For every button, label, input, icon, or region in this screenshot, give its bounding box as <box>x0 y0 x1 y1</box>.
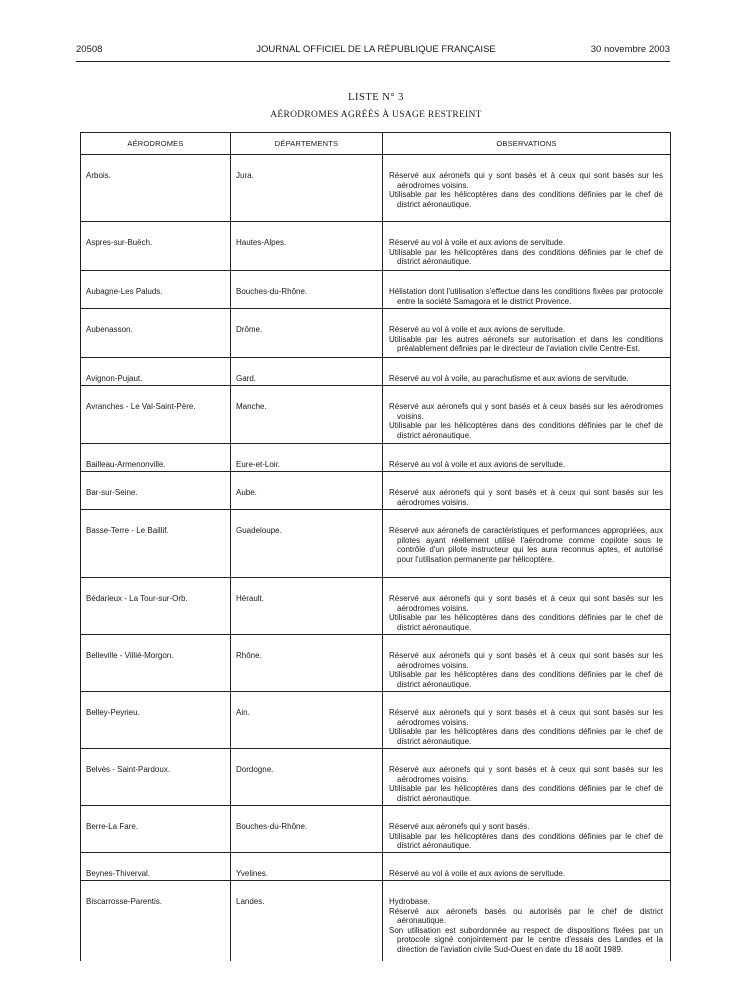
table-row <box>81 510 671 578</box>
cell-aerodrome: Arbois. <box>81 155 231 222</box>
observation-text: Hélistation dont l'utilisation s'effectue dans les conditions fixées par protocole entre la société Samagora et le district Provence. <box>389 287 663 306</box>
cell-observations <box>383 881 671 961</box>
table-row <box>81 881 671 961</box>
column-header-observations: OBSERVATIONS <box>383 133 671 155</box>
cell-departement: Yvelines. <box>231 853 383 881</box>
table-row <box>81 578 671 635</box>
observation-text: Utilisable par les hélicoptères dans des conditions définies par le chef de district aéronautique. <box>389 190 663 209</box>
cell-observations <box>383 222 671 271</box>
cell-aerodrome: Belleville - Villié-Morgon. <box>81 635 231 692</box>
cell-observations <box>383 444 671 472</box>
cell-observations <box>383 853 671 881</box>
observation-text: Hydrobase. <box>389 897 430 906</box>
cell-departement: Hautes-Alpes. <box>231 222 383 271</box>
observation-text: Réservé au vol à voile et aux avions de servitude. <box>389 460 566 469</box>
cell-aerodrome: Belley-Peyrieu. <box>81 692 231 749</box>
cell-observations <box>383 309 671 358</box>
table-row <box>81 692 671 749</box>
table-row <box>81 222 671 271</box>
cell-observations <box>383 155 671 222</box>
table-row <box>81 155 671 222</box>
cell-aerodrome: Biscarrosse-Parentis. <box>81 881 231 961</box>
cell-departement: Bouches-du-Rhône. <box>231 271 383 309</box>
cell-aerodrome: Aubagne-Les Paluds. <box>81 271 231 309</box>
cell-aerodrome: Aspres-sur-Buëch. <box>81 222 231 271</box>
cell-aerodrome: Beynes-Thiverval. <box>81 853 231 881</box>
observation-text: Utilisable par les hélicoptères dans des conditions définies par le chef de district aéronautique. <box>389 247 663 267</box>
cell-departement: Eure-et-Loir. <box>231 444 383 472</box>
observation-text: Réservé aux aéronefs qui y sont basés et à ceux qui sont basés sur les aérodromes voisins. <box>389 171 663 190</box>
list-title: LISTE N° 3 <box>348 92 404 103</box>
observation-text: Réservé aux aéronefs basés ou autorisés par le chef de district aéronautique. <box>389 906 663 926</box>
column-header-departements: DÉPARTEMENTS <box>231 133 383 155</box>
journal-title: JOURNAL OFFICIEL DE LA RÉPUBLIQUE FRANÇAISE <box>256 44 496 55</box>
observation-text: Réservé aux aéronefs de caractéristiques et performances appropriées, aux pilotes ayant réellement utilisé l'aérodrome comme copilote sous le contrôle d'un pilote instructeur qui les aura reconnus aptes, et autorisé pour l'utilisation permanente par hélicoptère. <box>389 526 663 564</box>
cell-observations <box>383 578 671 635</box>
cell-observations <box>383 635 671 692</box>
cell-observations <box>383 510 671 578</box>
column-header-aerodromes: AÉRODROMES <box>81 133 231 155</box>
observation-text: Réservé aux aéronefs qui y sont basés. <box>389 822 530 831</box>
table-row <box>81 444 671 472</box>
cell-departement: Guadeloupe. <box>231 510 383 578</box>
cell-aerodrome: Bédarieux - La Tour-sur-Orb. <box>81 578 231 635</box>
observation-text: Réservé au vol à voile et aux avions de servitude. <box>389 325 566 334</box>
cell-departement: Bouches-du-Rhône. <box>231 806 383 853</box>
table-row <box>81 806 671 853</box>
header-rule <box>76 61 670 62</box>
observation-text: Utilisable par les hélicoptères dans des conditions définies par le chef de district aéronautique. <box>389 727 663 746</box>
observation-text: Réservé au vol à voile et aux avions de servitude. <box>389 238 566 247</box>
table-row <box>81 309 671 358</box>
cell-observations <box>383 472 671 510</box>
table-header-row <box>81 133 671 155</box>
observation-text: Utilisable par les hélicoptères dans des conditions définies par le chef de district aéronautique. <box>389 831 663 851</box>
observation-text: Réservé aux aéronefs qui y sont basés et à ceux basés sur les aérodromes voisins. <box>389 402 663 421</box>
cell-aerodrome: Aubenasson. <box>81 309 231 358</box>
observation-text: Utilisable par les hélicoptères dans des conditions définies par le chef de district aéronautique. <box>389 670 663 689</box>
observation-text: Réservé aux aéronefs qui y sont basés et à ceux qui sont basés sur les aérodromes voisins. <box>389 594 663 613</box>
aerodromes-table <box>80 132 671 961</box>
cell-departement: Jura. <box>231 155 383 222</box>
cell-aerodrome: Bar-sur-Seine. <box>81 472 231 510</box>
cell-departement: Drôme. <box>231 309 383 358</box>
table-row <box>81 358 671 386</box>
cell-departement: Manche. <box>231 386 383 444</box>
cell-aerodrome: Basse-Terre - Le Baillif. <box>81 510 231 578</box>
observation-text: Réservé au vol à voile, au parachutisme et aux avions de servitude. <box>389 374 629 383</box>
observation-text: Utilisable par les hélicoptères dans des conditions définies par le chef de district aéronautique. <box>389 613 663 632</box>
table-row <box>81 749 671 806</box>
cell-aerodrome: Bailleau-Armenonville. <box>81 444 231 472</box>
table-row <box>81 853 671 881</box>
cell-departement: Gard. <box>231 358 383 386</box>
cell-departement: Landes. <box>231 881 383 961</box>
cell-departement: Rhône. <box>231 635 383 692</box>
cell-departement: Dordogne. <box>231 749 383 806</box>
cell-aerodrome: Belvès - Saint-Pardoux. <box>81 749 231 806</box>
cell-observations <box>383 749 671 806</box>
observation-text: Réservé aux aéronefs qui y sont basés et à ceux qui sont basés sur les aérodromes voisins. <box>389 488 663 507</box>
table-row <box>81 271 671 309</box>
cell-observations <box>383 386 671 444</box>
table-row <box>81 386 671 444</box>
cell-aerodrome: Avignon-Pujaut. <box>81 358 231 386</box>
publication-date: 30 novembre 2003 <box>590 44 670 55</box>
list-subtitle: AÉRODROMES AGRÉÉS À USAGE RESTREINT <box>270 110 482 120</box>
observation-text: Utilisable par les hélicoptères dans des conditions définies par le chef de district aéronautique. <box>389 421 663 440</box>
observation-text: Réservé aux aéronefs qui y sont basés et à ceux qui sont basés sur les aérodromes voisins. <box>389 708 663 727</box>
table-row <box>81 472 671 510</box>
observation-text: Réservé aux aéronefs qui y sont basés et à ceux qui sont basés sur les aérodromes voisins. <box>389 651 663 670</box>
table-row <box>81 635 671 692</box>
cell-aerodrome: Avranches - Le Val-Saint-Père. <box>81 386 231 444</box>
table-body <box>81 155 671 961</box>
cell-departement: Ain. <box>231 692 383 749</box>
observation-text: Son utilisation est subordonnée au respect de dispositions fixées par un protocole signé conjointement par le centre d'essais des Landes et la direction de l'aviation civile Sud-Ouest en date du 18 août 1989. <box>389 925 663 954</box>
observation-text: Réservé aux aéronefs qui y sont basés et à ceux qui sont basés sur les aérodromes voisins. <box>389 765 663 784</box>
observation-text: Utilisable par les hélicoptères dans des conditions définies par le chef de district aéronautique. <box>389 784 663 803</box>
cell-departement: Hérault. <box>231 578 383 635</box>
observation-text: Réservé au vol à voile et aux avions de servitude. <box>389 869 566 878</box>
page-number: 20508 <box>76 44 103 55</box>
cell-observations <box>383 692 671 749</box>
cell-observations <box>383 806 671 853</box>
observation-text: Utilisable par les autres aéronefs sur autorisation et dans les conditions préalablement définies par le directeur de l'aviation civile Centre-Est. <box>389 334 663 354</box>
cell-observations <box>383 358 671 386</box>
cell-aerodrome: Berre-La Fare. <box>81 806 231 853</box>
cell-departement: Aube. <box>231 472 383 510</box>
cell-observations <box>383 271 671 309</box>
